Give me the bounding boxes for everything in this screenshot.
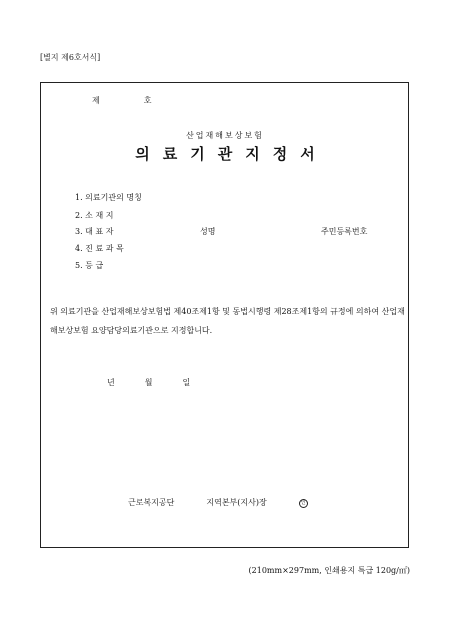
item-representative (75, 226, 368, 237)
paper-spec-footer: (210mm×297mm, 인쇄용지 특급 120g/㎡) (248, 566, 410, 575)
item-institution-name (75, 192, 150, 203)
form-label: [별지 제6호서식] (40, 53, 101, 62)
document-title: 의료기관지정서 (135, 145, 328, 163)
item-value-name: 성명 (200, 227, 216, 236)
document-subtitle: 산업재해보상보험 (186, 131, 264, 140)
seal-icon: 인 (299, 499, 308, 508)
item-label: 2. 소 재 지 (75, 211, 114, 220)
date-row (107, 377, 190, 388)
issuer-branch-title: 지역본부(지사)장 (206, 498, 267, 507)
item-value-resident-number: 주민등록번호 (321, 227, 368, 236)
designation-statement: 위 의료기관을 산업재해보상보험법 제40조제1항 및 동법시행령 제28조제1항의 규정에 의하여 산업재해보상보험 요양담당의료기관으로 지정합니다. (50, 307, 405, 335)
item-grade (75, 260, 150, 271)
date-month: 월 (144, 378, 153, 387)
item-departments (75, 243, 150, 254)
item-location (75, 210, 150, 221)
item-label: 3. 대 표 자 (75, 227, 114, 236)
date-year: 년 (107, 378, 115, 387)
number-suffix: 호 (143, 96, 152, 105)
number-prefix: 제 (92, 96, 100, 105)
item-label: 5. 등 급 (75, 261, 104, 270)
item-label: 4. 진 료 과 목 (75, 244, 124, 253)
issuer-organization: 근로복지공단 (128, 498, 175, 507)
issuer-branch (206, 498, 307, 507)
document-number-row (92, 95, 151, 106)
issuer-row (128, 497, 308, 508)
date-day: 일 (182, 378, 191, 387)
item-label: 1. 의료기관의 명칭 (75, 193, 142, 202)
